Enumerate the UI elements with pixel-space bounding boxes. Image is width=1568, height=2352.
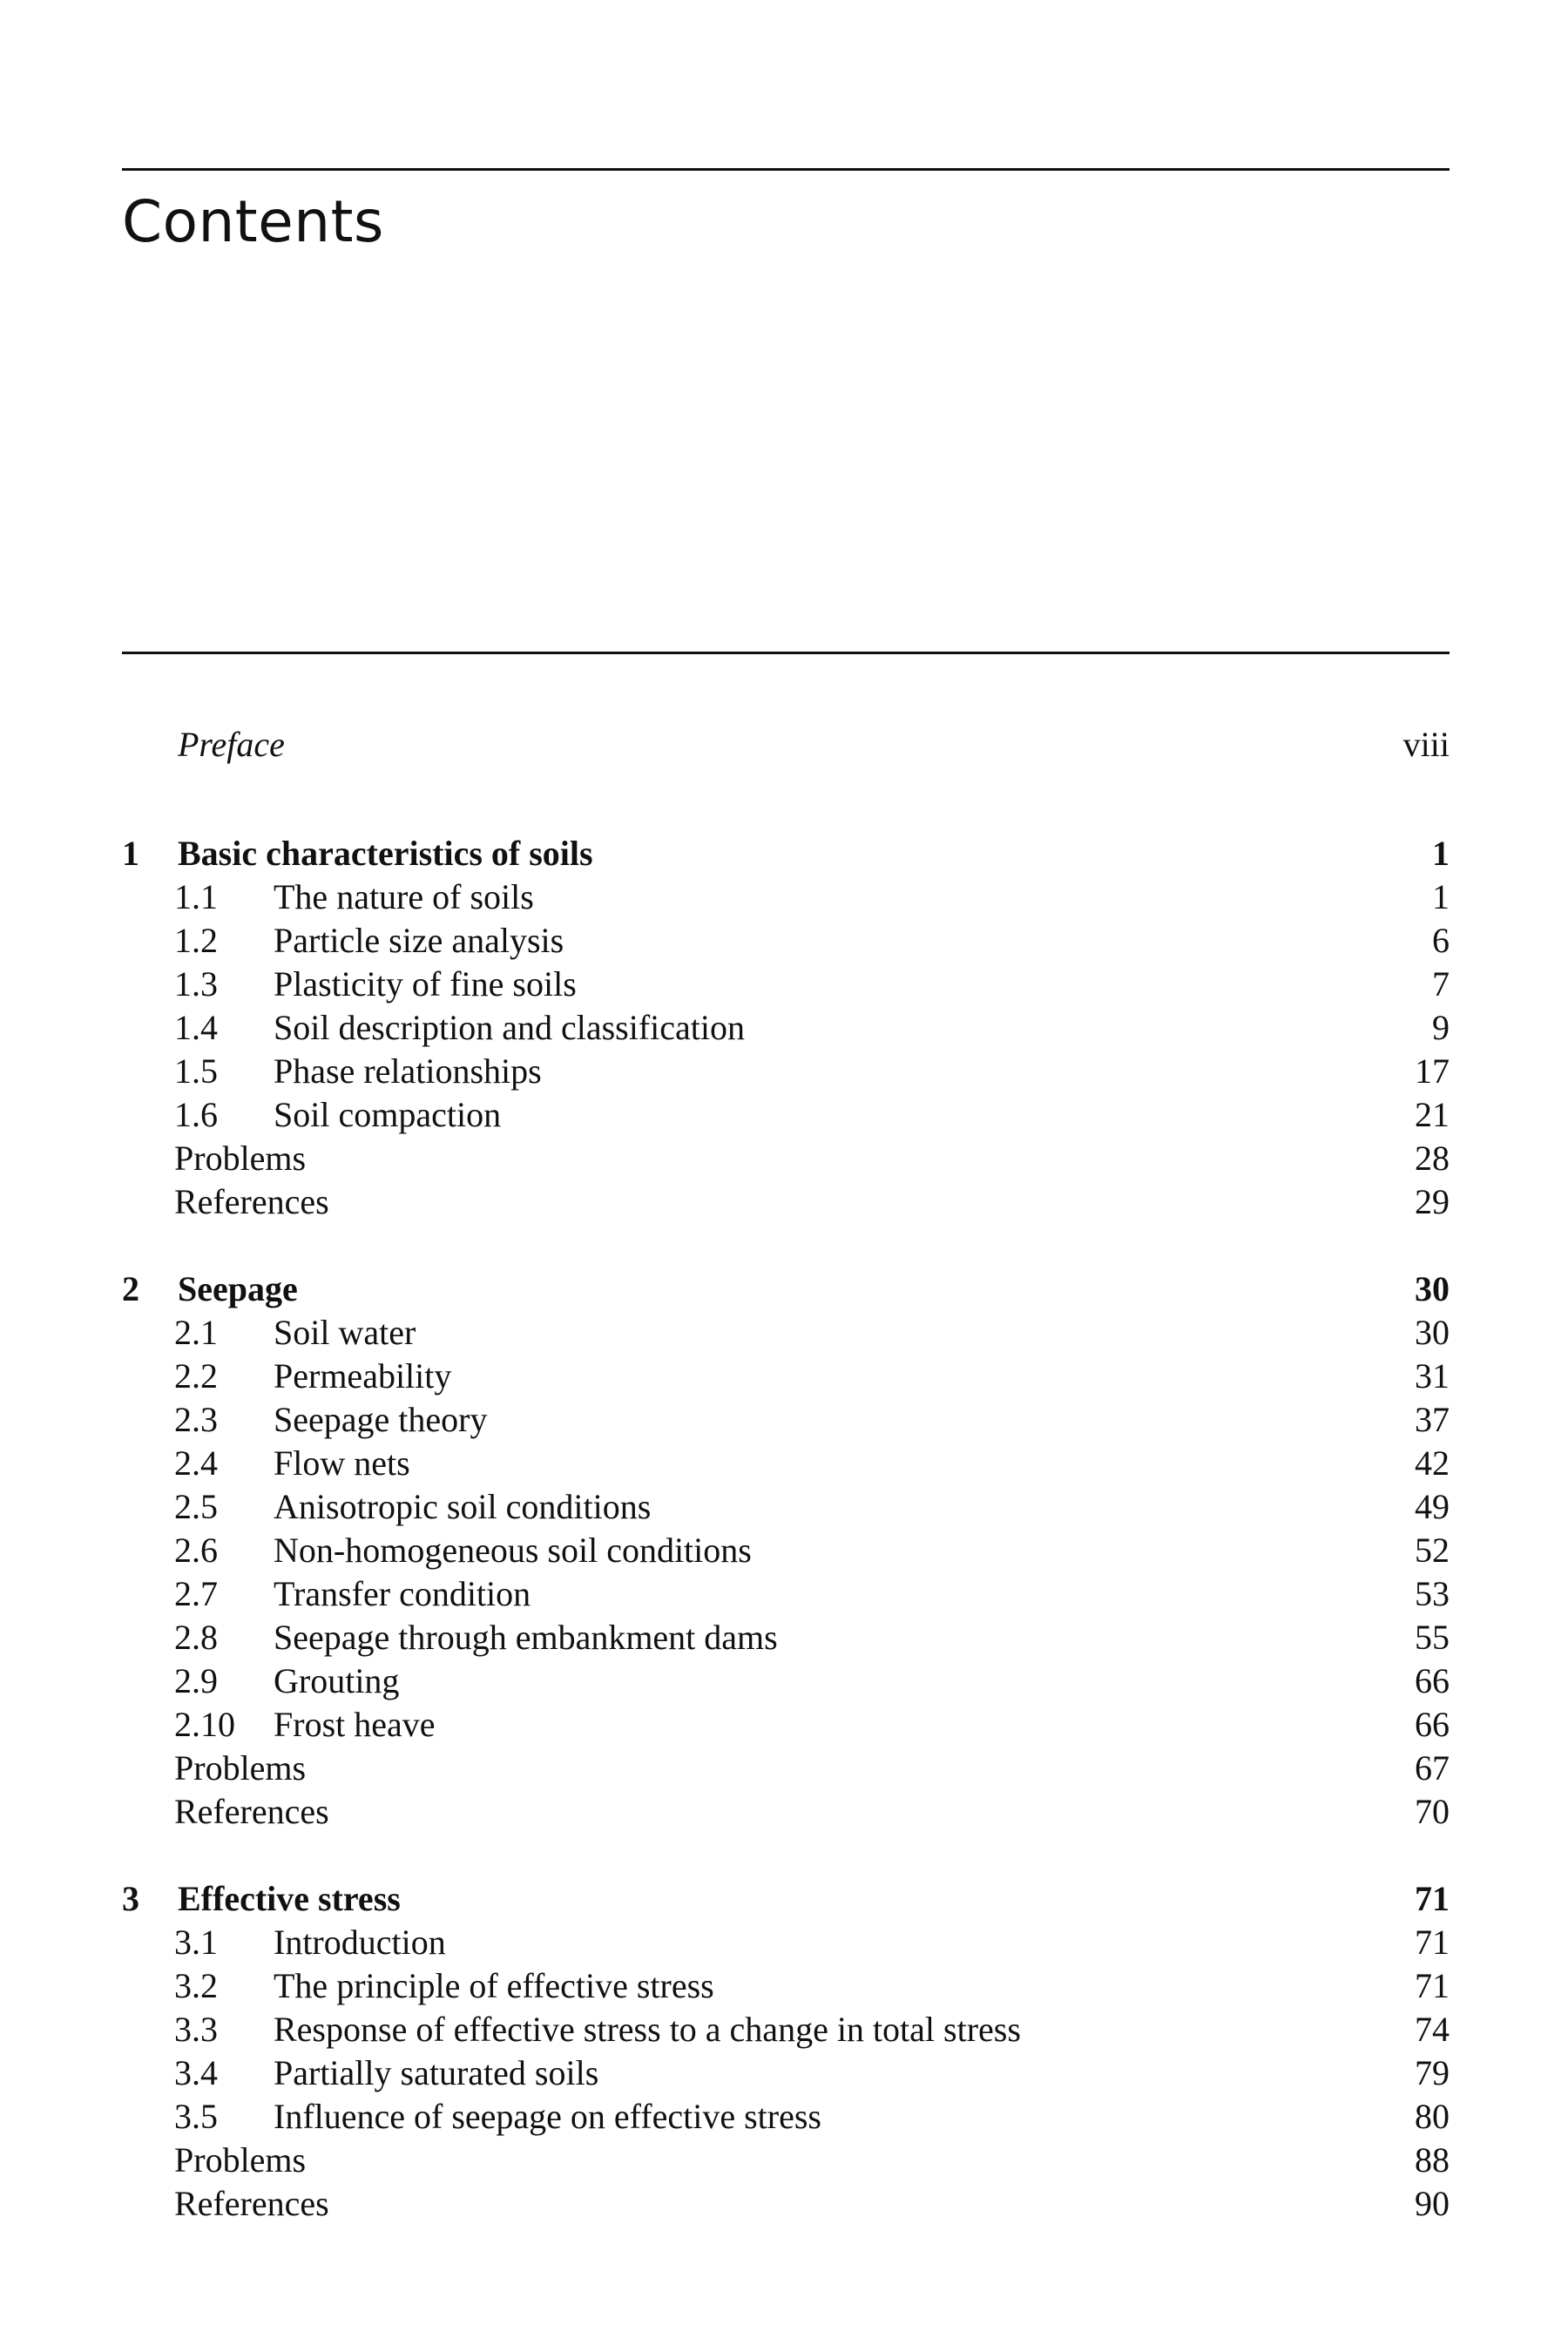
section-number: 3.1: [174, 1923, 218, 1962]
section-number: 2.4: [174, 1443, 218, 1483]
toc-section[interactable]: [122, 963, 1450, 1006]
toc-section[interactable]: [122, 1355, 1450, 1398]
top-rule: [122, 168, 1450, 171]
section-page: 21: [1415, 1095, 1450, 1134]
toc-section[interactable]: [122, 1921, 1450, 1964]
chapter-number: 2: [122, 1269, 139, 1308]
toc-section[interactable]: [122, 919, 1450, 963]
section-title: Soil description and classification: [274, 1008, 745, 1047]
end-matter-title: References: [174, 2184, 329, 2223]
toc-section[interactable]: [122, 1529, 1450, 1572]
section-number: 2.7: [174, 1574, 218, 1613]
section-page: 17: [1415, 1051, 1450, 1091]
section-number: 2.2: [174, 1356, 218, 1396]
toc-references[interactable]: [122, 2182, 1450, 2226]
section-title: Soil compaction: [274, 1095, 502, 1134]
end-matter-page: 28: [1415, 1139, 1450, 1178]
toc-section[interactable]: [122, 1006, 1450, 1050]
toc-entry-page: viii: [1402, 725, 1450, 764]
section-title: Phase relationships: [274, 1051, 542, 1091]
section-page: 37: [1415, 1400, 1450, 1439]
section-number: 1.3: [174, 964, 218, 1004]
section-page: 49: [1415, 1487, 1450, 1526]
section-page: 7: [1432, 964, 1450, 1004]
section-title: Transfer condition: [274, 1574, 531, 1613]
chapter-page: 71: [1415, 1879, 1450, 1918]
section-number: 1.6: [174, 1095, 218, 1134]
toc-section[interactable]: [122, 2051, 1450, 2095]
toc-section[interactable]: [122, 2008, 1450, 2051]
toc-chapter-3[interactable]: [122, 1877, 1450, 1921]
chapter-number: 3: [122, 1879, 139, 1918]
end-matter-page: 70: [1415, 1792, 1450, 1831]
toc-section[interactable]: [122, 1442, 1450, 1485]
page-title: Contents: [122, 188, 384, 255]
toc-preface[interactable]: [122, 723, 1450, 767]
section-number: 2.8: [174, 1618, 218, 1657]
toc-problems[interactable]: [122, 1137, 1450, 1180]
toc-section[interactable]: [122, 875, 1450, 919]
toc-entry-title: Preface: [178, 725, 285, 764]
chapter-title: Basic characteristics of soils: [178, 834, 593, 873]
section-number: 3.4: [174, 2053, 218, 2092]
section-page: 52: [1415, 1531, 1450, 1570]
section-title: Flow nets: [274, 1443, 410, 1483]
end-matter-title: Problems: [174, 2140, 307, 2180]
toc-section[interactable]: [122, 1093, 1450, 1137]
toc-section[interactable]: [122, 1616, 1450, 1659]
chapter-page: 1: [1432, 834, 1450, 873]
section-title: Non-homogeneous soil conditions: [274, 1531, 752, 1570]
section-page: 71: [1415, 1923, 1450, 1962]
toc-chapter-1[interactable]: [122, 832, 1450, 875]
section-number: 1.4: [174, 1008, 218, 1047]
toc-section[interactable]: [122, 1964, 1450, 2008]
section-page: 53: [1415, 1574, 1450, 1613]
section-title: Seepage through embankment dams: [274, 1618, 778, 1657]
end-matter-page: 29: [1415, 1182, 1450, 1221]
section-page: 74: [1415, 2010, 1450, 2049]
section-number: 1.5: [174, 1051, 218, 1091]
toc-section[interactable]: [122, 1398, 1450, 1442]
toc-section[interactable]: [122, 1703, 1450, 1747]
section-title: Introduction: [274, 1923, 446, 1962]
end-matter-page: 90: [1415, 2184, 1450, 2223]
section-page: 80: [1415, 2097, 1450, 2136]
section-page: 1: [1432, 877, 1450, 916]
chapter-title: Effective stress: [178, 1879, 401, 1918]
toc-section[interactable]: [122, 2095, 1450, 2139]
section-title: Anisotropic soil conditions: [274, 1487, 652, 1526]
section-title: Permeability: [274, 1356, 452, 1396]
end-matter-title: References: [174, 1792, 329, 1831]
chapter-number: 1: [122, 834, 139, 873]
section-page: 71: [1415, 1966, 1450, 2005]
section-number: 2.3: [174, 1400, 218, 1439]
section-title: Grouting: [274, 1661, 400, 1700]
section-title: The principle of effective stress: [274, 1966, 714, 2005]
chapter-page: 30: [1415, 1269, 1450, 1308]
toc-problems[interactable]: [122, 2139, 1450, 2182]
toc-section[interactable]: [122, 1485, 1450, 1529]
end-matter-page: 67: [1415, 1748, 1450, 1788]
toc-section[interactable]: [122, 1572, 1450, 1616]
end-matter-page: 88: [1415, 2140, 1450, 2180]
section-page: 9: [1432, 1008, 1450, 1047]
toc-references[interactable]: [122, 1180, 1450, 1224]
section-page: 31: [1415, 1356, 1450, 1396]
section-page: 66: [1415, 1661, 1450, 1700]
section-title: Seepage theory: [274, 1400, 488, 1439]
end-matter-title: Problems: [174, 1139, 307, 1178]
section-number: 2.5: [174, 1487, 218, 1526]
section-number: 3.5: [174, 2097, 218, 2136]
toc-references[interactable]: [122, 1790, 1450, 1834]
section-title: Partially saturated soils: [274, 2053, 599, 2092]
toc-section[interactable]: [122, 1659, 1450, 1703]
section-number: 2.1: [174, 1313, 218, 1352]
toc-problems[interactable]: [122, 1747, 1450, 1790]
section-title: Frost heave: [274, 1705, 436, 1744]
section-page: 30: [1415, 1313, 1450, 1352]
section-title: Plasticity of fine soils: [274, 964, 577, 1004]
end-matter-title: References: [174, 1182, 329, 1221]
section-page: 55: [1415, 1618, 1450, 1657]
divider-rule: [122, 652, 1450, 654]
section-page: 66: [1415, 1705, 1450, 1744]
section-number: 2.9: [174, 1661, 218, 1700]
end-matter-title: Problems: [174, 1748, 307, 1788]
section-number: 3.2: [174, 1966, 218, 2005]
toc-section[interactable]: [122, 1311, 1450, 1355]
section-number: 2.10: [174, 1705, 235, 1744]
toc-section[interactable]: [122, 1050, 1450, 1093]
section-number: 3.3: [174, 2010, 218, 2049]
section-title: The nature of soils: [274, 877, 534, 916]
section-title: Particle size analysis: [274, 921, 564, 960]
section-page: 6: [1432, 921, 1450, 960]
section-title: Influence of seepage on effective stress: [274, 2097, 821, 2136]
section-page: 79: [1415, 2053, 1450, 2092]
toc-chapter-2[interactable]: [122, 1267, 1450, 1311]
section-number: 1.2: [174, 921, 218, 960]
section-title: Response of effective stress to a change in total stress: [274, 2010, 1021, 2049]
section-title: Soil water: [274, 1313, 416, 1352]
section-page: 42: [1415, 1443, 1450, 1483]
chapter-title: Seepage: [178, 1269, 298, 1308]
section-number: 2.6: [174, 1531, 218, 1570]
section-number: 1.1: [174, 877, 218, 916]
